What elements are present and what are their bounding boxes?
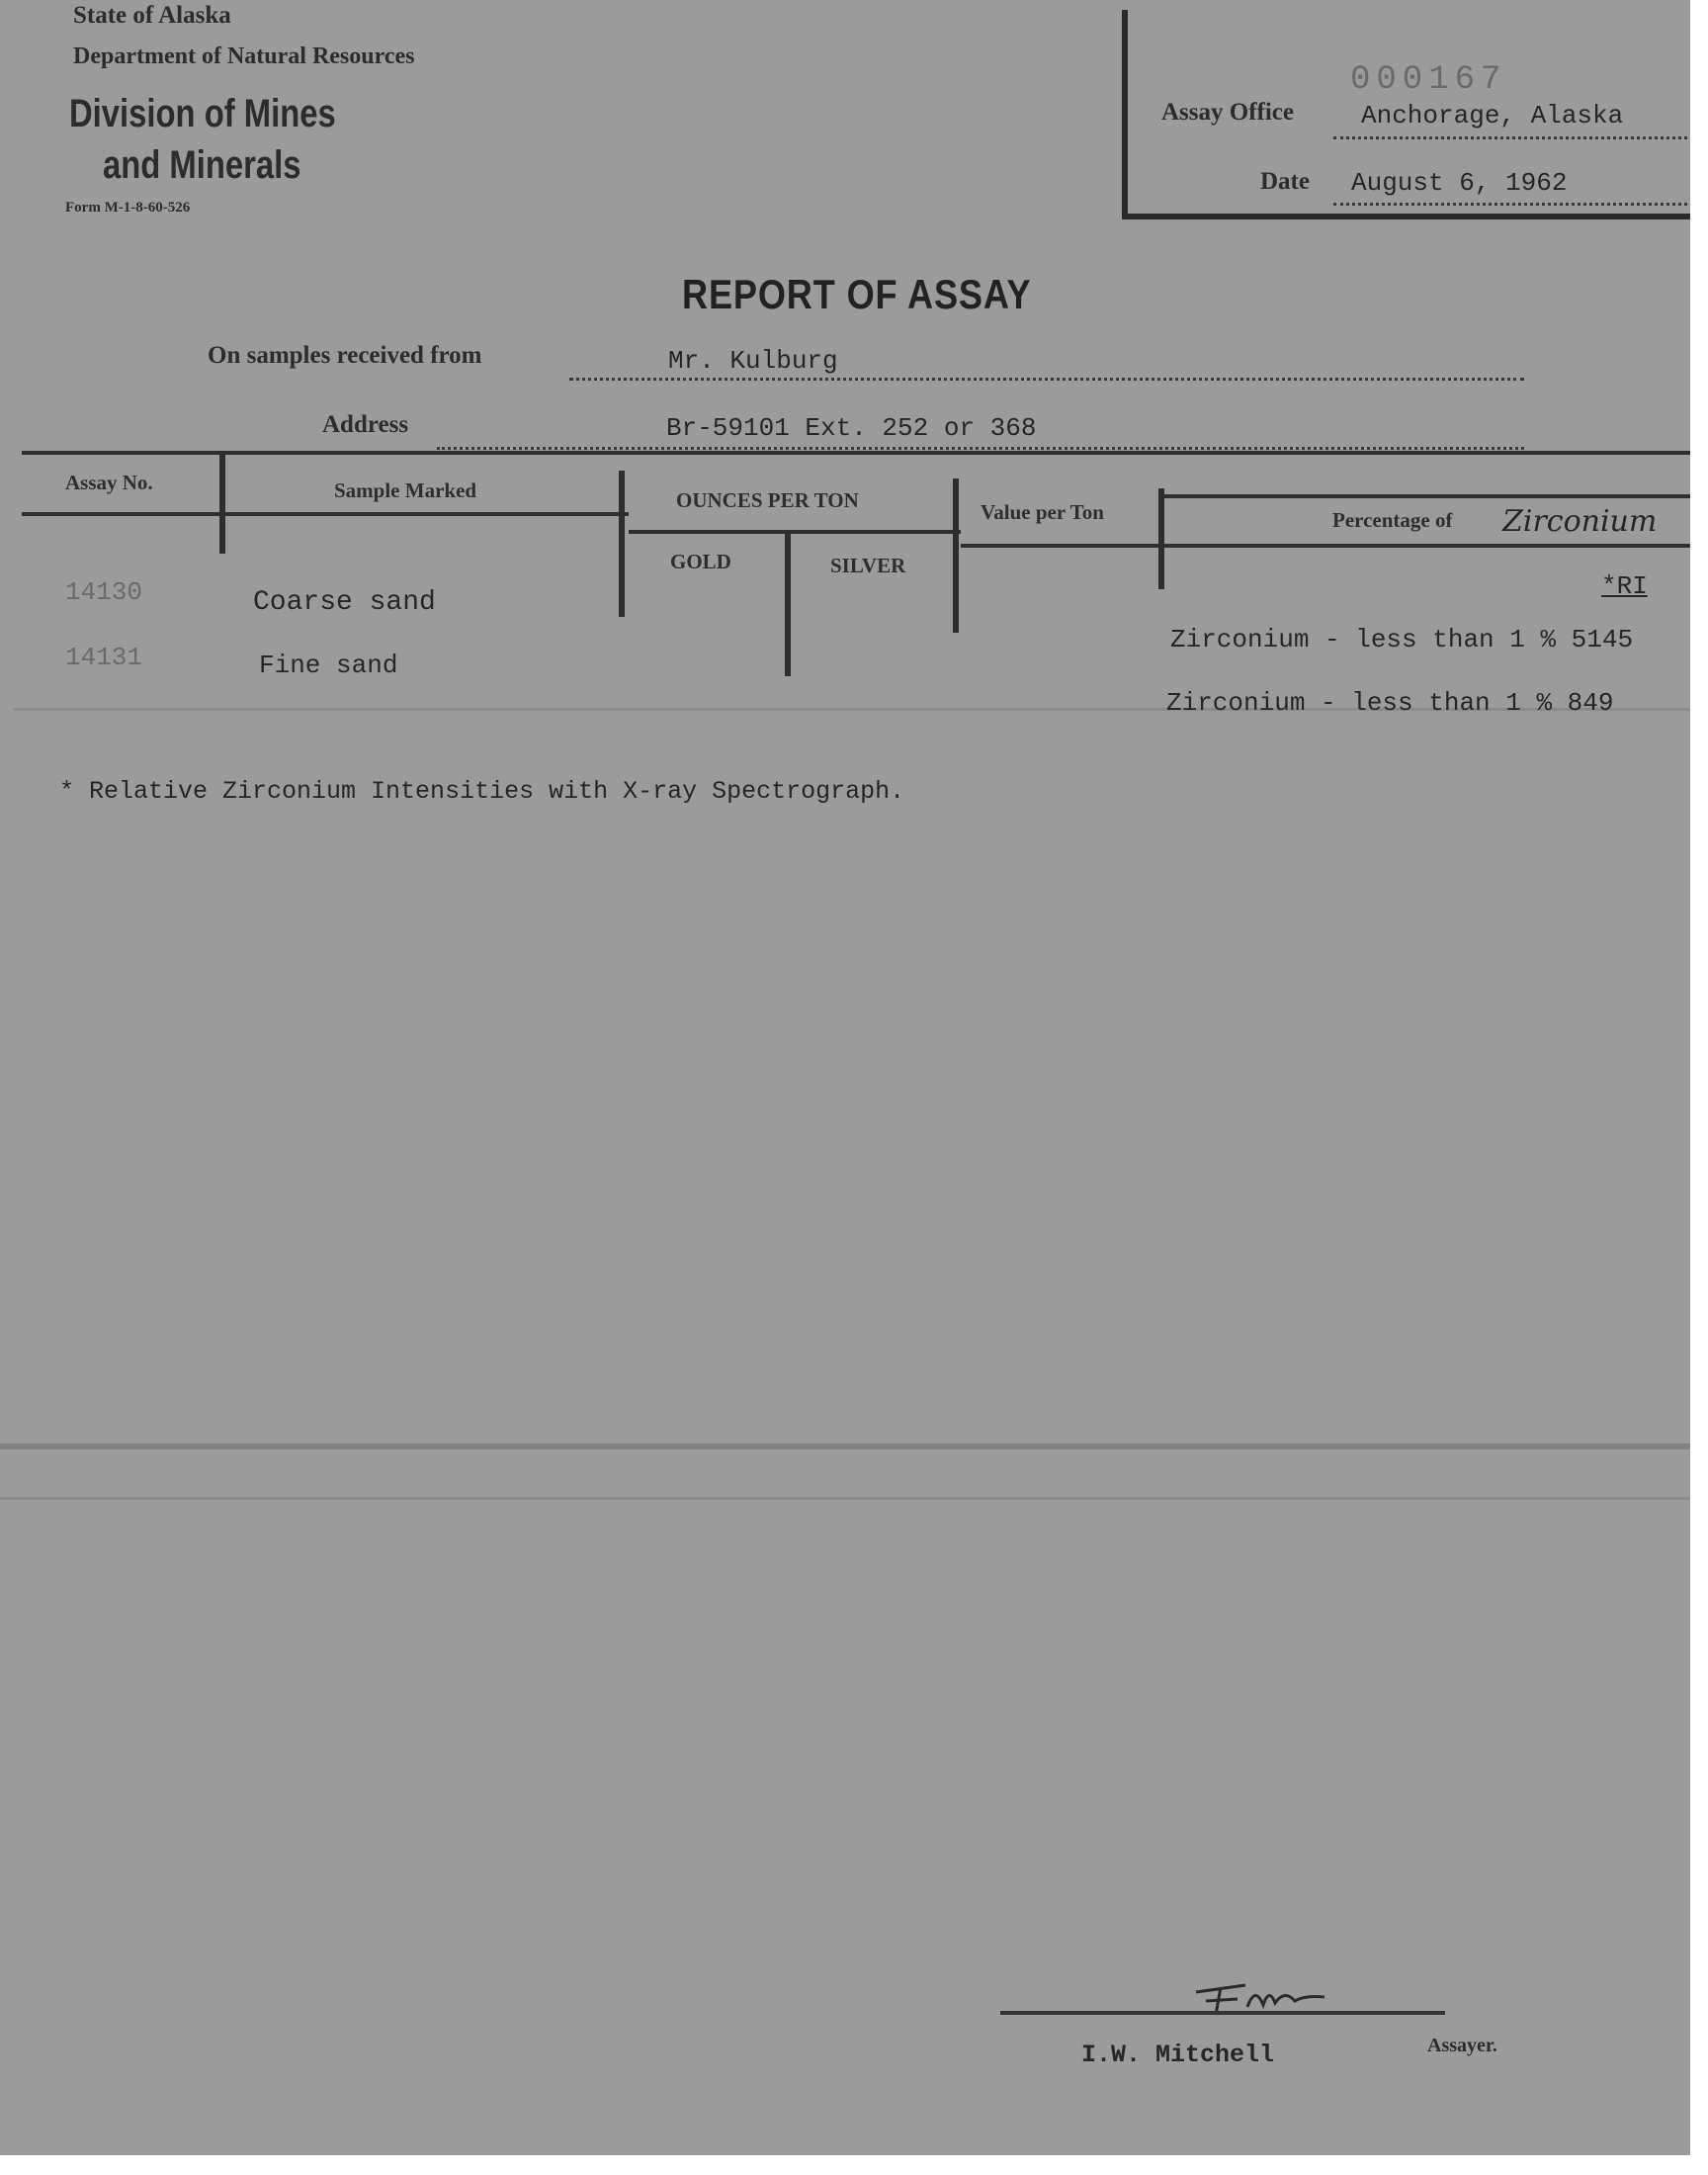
department-heading: Department of Natural Resources — [73, 44, 415, 69]
footnote: * Relative Zirconium Intensities with X-ray Spectrograph. — [59, 777, 905, 806]
row2-assay-no: 14131 — [65, 643, 143, 672]
received-from-label: On samples received from — [208, 342, 482, 369]
col-gold: GOLD — [670, 550, 731, 573]
form-number: Form M-1-8-60-526 — [65, 200, 191, 216]
row2-sample: Fine sand — [259, 651, 398, 680]
report-title: REPORT OF ASSAY — [682, 271, 1032, 317]
row1-sample: Coarse sand — [253, 587, 436, 618]
col-percentage-element: Zirconium — [1502, 504, 1658, 539]
division-line-2: and Minerals — [103, 143, 301, 187]
row2-percentage: Zirconium - less than 1 % 849 — [1166, 688, 1614, 718]
state-heading: State of Alaska — [73, 2, 231, 29]
document-number: 000167 — [1350, 61, 1507, 99]
page-fold-shadow — [0, 1497, 1690, 1500]
table-header-rule — [22, 512, 629, 516]
col-value-per-ton: Value per Ton — [981, 500, 1104, 524]
col-silver: SILVER — [830, 554, 906, 577]
column-divider-2 — [619, 471, 625, 617]
division-line-1: Division of Mines — [69, 92, 336, 135]
row1-assay-no: 14130 — [65, 577, 143, 607]
ri-marker: *RI — [1601, 571, 1648, 601]
table-top-rule — [22, 451, 1690, 455]
assayer-name: I.W. Mitchell — [1081, 2041, 1275, 2069]
address-dots — [437, 447, 1524, 450]
col-percentage-of: Percentage of — [1332, 508, 1453, 532]
col-assay-no: Assay No. — [65, 471, 153, 494]
assay-office-box — [1122, 10, 1690, 219]
col-ounces-per-ton: OUNCES PER TON — [676, 488, 859, 512]
date-dots — [1333, 203, 1690, 206]
date-value: August 6, 1962 — [1351, 168, 1568, 198]
address-value: Br-59101 Ext. 252 or 368 — [666, 413, 1037, 443]
signature-line — [1000, 2011, 1445, 2015]
column-divider-1 — [219, 453, 225, 554]
assay-office-value: Anchorage, Alaska — [1361, 101, 1624, 130]
address-label: Address — [322, 411, 409, 438]
column-divider-4 — [953, 478, 959, 633]
col-sample-marked: Sample Marked — [334, 478, 477, 502]
value-percentage-rule — [961, 544, 1690, 548]
date-label: Date — [1260, 168, 1310, 195]
page-fold — [0, 1443, 1690, 1449]
column-divider-5 — [1158, 488, 1164, 589]
assay-office-dots — [1333, 136, 1690, 139]
column-divider-3 — [785, 530, 791, 676]
assayer-signature — [1176, 1967, 1413, 2027]
ounces-sub-rule — [629, 530, 961, 534]
assay-office-label: Assay Office — [1161, 99, 1294, 126]
assayer-label: Assayer. — [1427, 2035, 1497, 2056]
row1-percentage: Zirconium - less than 1 % 5145 — [1170, 625, 1634, 654]
received-from-value: Mr. Kulburg — [668, 346, 838, 376]
table-header-rule-right — [1164, 494, 1690, 498]
received-from-dots — [569, 378, 1524, 381]
